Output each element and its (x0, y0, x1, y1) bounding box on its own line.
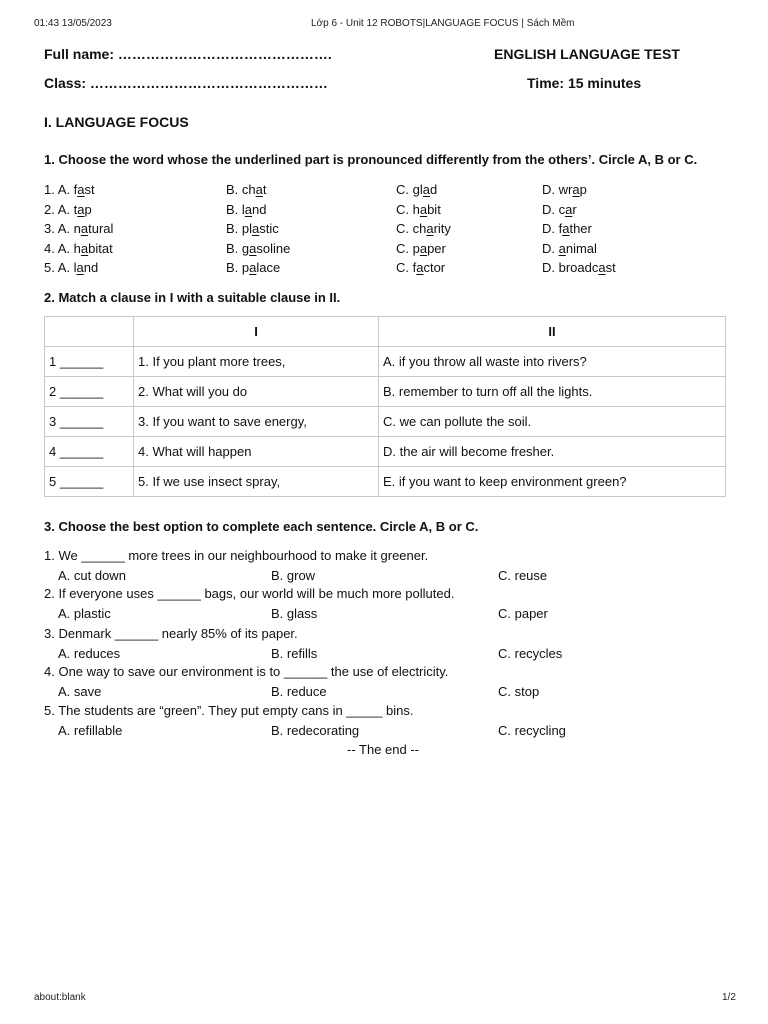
answer-option: B. glass (271, 606, 318, 621)
underlined-letter: a (80, 241, 89, 256)
answer-option: 3. A. natural (44, 221, 114, 236)
answer-option: 4. A. habitat (44, 241, 113, 256)
underlined-letter: a (80, 221, 89, 236)
table-row (45, 377, 726, 407)
underlined-letter: a (77, 182, 85, 197)
print-page-number: 1/2 (722, 992, 736, 1003)
answer-option: 2. A. tap (44, 202, 92, 217)
section-title: I. LANGUAGE FOCUS (44, 114, 189, 130)
answer-option: D. father (542, 221, 592, 236)
underlined-letter: a (426, 221, 434, 236)
question-1-title: 1. Choose the word whose the underlined part is pronounced differently from the others’. Circle A, B or C. (44, 152, 698, 167)
class-line: Class: …………………………………………… (44, 75, 328, 91)
question-3-sentence: 4. One way to save our environment is to ______ the use of electricity. (44, 664, 449, 679)
answer-option: C. habit (396, 202, 441, 217)
underlined-letter: a (77, 202, 85, 217)
answer-option: D. animal (542, 241, 597, 256)
underlined-letter: a (76, 260, 84, 275)
clause-ii: B. remember to turn off all the lights. (379, 377, 726, 407)
table-row (45, 437, 726, 467)
answer-option: C. charity (396, 221, 451, 236)
question-3-sentence: 3. Denmark ______ nearly 85% of its paper. (44, 626, 298, 641)
table-header-cell: II (379, 317, 726, 347)
answer-option: A. refillable (58, 723, 123, 738)
answer-option: A. save (58, 684, 102, 699)
answer-option: B. land (226, 202, 267, 217)
test-time: Time: 15 minutes (527, 75, 642, 91)
answer-option: B. chat (226, 182, 267, 197)
question-3-title: 3. Choose the best option to complete each sentence. Circle A, B or C. (44, 519, 479, 534)
underlined-letter: a (572, 182, 580, 197)
answer-option: B. plastic (226, 221, 279, 236)
clause-ii: A. if you throw all waste into rivers? (379, 347, 726, 377)
answer-option: A. reduces (58, 646, 121, 661)
underlined-letter: a (252, 221, 260, 236)
answer-blank: 5 ______ (45, 467, 134, 497)
answer-option: C. paper (498, 606, 548, 621)
answer-option: B. reduce (271, 684, 327, 699)
question-3-sentence: 1. We ______ more trees in our neighbourhood to make it greener. (44, 548, 429, 563)
table-header-cell: I (134, 317, 379, 347)
clause-i: 1. If you plant more trees, (134, 347, 379, 377)
print-datetime: 01:43 13/05/2023 (34, 18, 112, 29)
clause-ii: D. the air will become fresher. (379, 437, 726, 467)
answer-option: C. reuse (498, 568, 548, 583)
underlined-letter: a (249, 260, 257, 275)
answer-option: B. gasoline (226, 241, 291, 256)
underlined-letter: a (244, 202, 253, 217)
answer-blank: 1 ______ (45, 347, 134, 377)
clause-i: 2. What will you do (134, 377, 379, 407)
answer-option: C. recycles (498, 646, 563, 661)
question-3-sentence: 5. The students are “green”. They put empty cans in _____ bins. (44, 703, 414, 718)
answer-blank: 2 ______ (45, 377, 134, 407)
answer-option: B. refills (271, 646, 318, 661)
answer-option: A. plastic (58, 606, 111, 621)
underlined-letter: a (255, 182, 263, 197)
answer-option: C. glad (396, 182, 438, 197)
answer-blank: 3 ______ (45, 407, 134, 437)
clause-i: 4. What will happen (134, 437, 379, 467)
underlined-letter: a (249, 241, 257, 256)
clause-i: 5. If we use insect spray, (134, 467, 379, 497)
answer-option: B. palace (226, 260, 281, 275)
answer-option: C. factor (396, 260, 446, 275)
question-2-title: 2. Match a clause in I with a suitable clause in II. (44, 290, 341, 305)
test-title: ENGLISH LANGUAGE TEST (494, 46, 680, 62)
answer-option: B. grow (271, 568, 316, 583)
answer-blank: 4 ______ (45, 437, 134, 467)
underlined-letter: a (419, 202, 428, 217)
answer-option: C. recycling (498, 723, 566, 738)
answer-option: B. redecorating (271, 723, 360, 738)
answer-option: 5. A. land (44, 260, 99, 275)
answer-option: D. broadcast (542, 260, 616, 275)
answer-option: 1. A. fast (44, 182, 95, 197)
table-row (45, 407, 726, 437)
end-marker: -- The end -- (347, 742, 420, 757)
answer-option: C. paper (396, 241, 446, 256)
answer-option: D. wrap (542, 182, 587, 197)
table-row (45, 467, 726, 497)
underlined-letter: a (416, 260, 424, 275)
print-url: about:blank (34, 992, 86, 1003)
underlined-letter: a (419, 241, 428, 256)
answer-option: D. car (542, 202, 577, 217)
underlined-letter: a (565, 202, 573, 217)
underlined-letter: a (558, 241, 566, 256)
question-3-sentence: 2. If everyone uses ______ bags, our world will be much more polluted. (44, 586, 455, 601)
print-page-title: Lớp 6 - Unit 12 ROBOTS|LANGUAGE FOCUS | Sách Mềm (311, 18, 575, 29)
clause-ii: C. we can pollute the soil. (379, 407, 726, 437)
clause-ii: E. if you want to keep environment green? (379, 467, 726, 497)
clause-i: 3. If you want to save energy, (134, 407, 379, 437)
answer-option: C. stop (498, 684, 540, 699)
matching-table (44, 316, 726, 497)
answer-option: A. cut down (58, 568, 126, 583)
underlined-letter: a (562, 221, 570, 236)
table-row (45, 347, 726, 377)
table-header-cell (45, 317, 134, 347)
full-name-line: Full name: ………………………………………. (44, 46, 332, 62)
underlined-letter: a (422, 182, 430, 197)
table-header-row (45, 317, 726, 347)
underlined-letter: a (598, 260, 606, 275)
